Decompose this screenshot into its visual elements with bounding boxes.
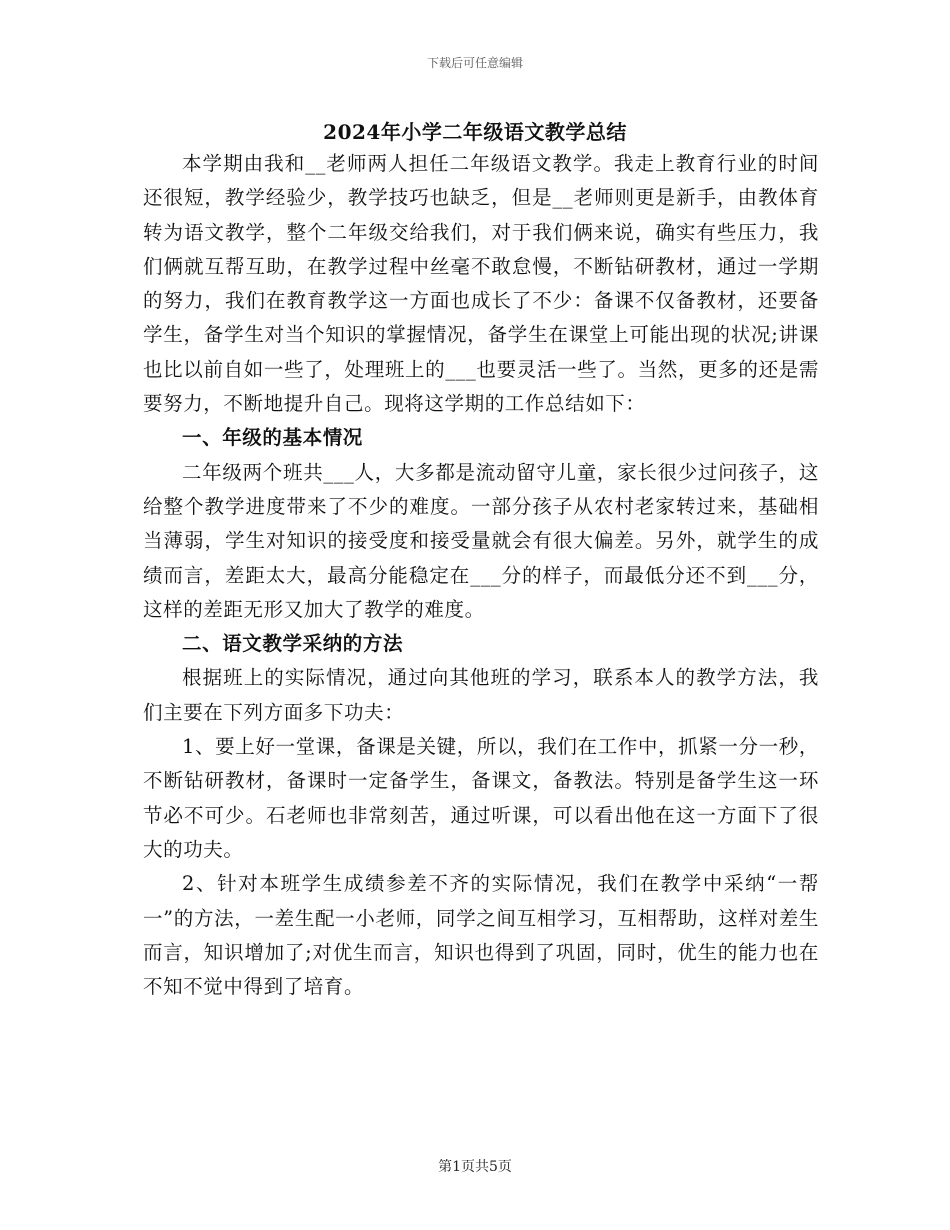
intro-paragraph: 本学期由我和__老师两人担任二年级语文教学。我走上教育行业的时间还很短，教学经验少，教学技巧也缺乏，但是__老师则更是新手，由教体育转为语文教学，整个二年级交给我们，对于我们俩来说，确实有些压力，我们俩就互帮互助，在教学过程中丝毫不敢怠慢，不断钻研教材，通过一学期的努力，我们在教育教学这一方面也成长了不少：备课不仅备教材，还要备学生，备学生对当个知识的掌握情况，备学生在课堂上可能出现的状况;讲课也比以前自如一些了，处理班上的___也要灵活一些了。当然，更多的还是需要努力，不断地提升自己。现将这学期的工作总结如下： bbox=[143, 152, 819, 416]
section-1-heading: 一、年级的基本情况 bbox=[182, 426, 363, 450]
section-2-paragraph-2: 1、要上好一堂课，备课是关键，所以，我们在工作中，抓紧一分一秒，不断钻研教材，备课时一定备学生，备课文，备教法。特别是备学生这一环节必不可少。石老师也非常刻苦，通过听课，可以看出他在这一方面下了很大的功夫。 bbox=[143, 735, 819, 861]
document-body bbox=[143, 147, 819, 1004]
section-2-heading: 二、语文教学采纳的方法 bbox=[182, 632, 404, 656]
section-1-paragraph: 二年级两个班共___人，大多都是流动留守儿童，家长很少过问孩子，这给整个教学进度带来了不少的难度。一部分孩子从农村老家转过来，基础相当薄弱，学生对知识的接受度和接受量就会有很大偏差。另外，就学生的成绩而言，差距太大，最高分能稳定在___分的样子，而最低分还不到___分，这样的差距无形又加大了教学的难度。 bbox=[143, 460, 819, 621]
document-title: 2024年小学二年级语文教学总结 bbox=[323, 120, 627, 144]
page-header-note: 下载后可任意编辑 bbox=[426, 56, 523, 70]
section-2-paragraph-1: 根据班上的实际情况，通过向其他班的学习，联系本人的教学方法，我们主要在下列方面多下功夫： bbox=[143, 666, 819, 724]
page-footer-indicator: 第1页共5页 bbox=[438, 1159, 512, 1175]
section-2-paragraph-3: 2、针对本班学生成绩参差不齐的实际情况，我们在教学中采纳“一帮一”的方法，一差生配一小老师，同学之间互相学习，互相帮助，这样对差生而言，知识增加了;对优生而言，知识也得到了巩固，同时，优生的能力也在不知不觉中得到了培育。 bbox=[143, 872, 819, 999]
